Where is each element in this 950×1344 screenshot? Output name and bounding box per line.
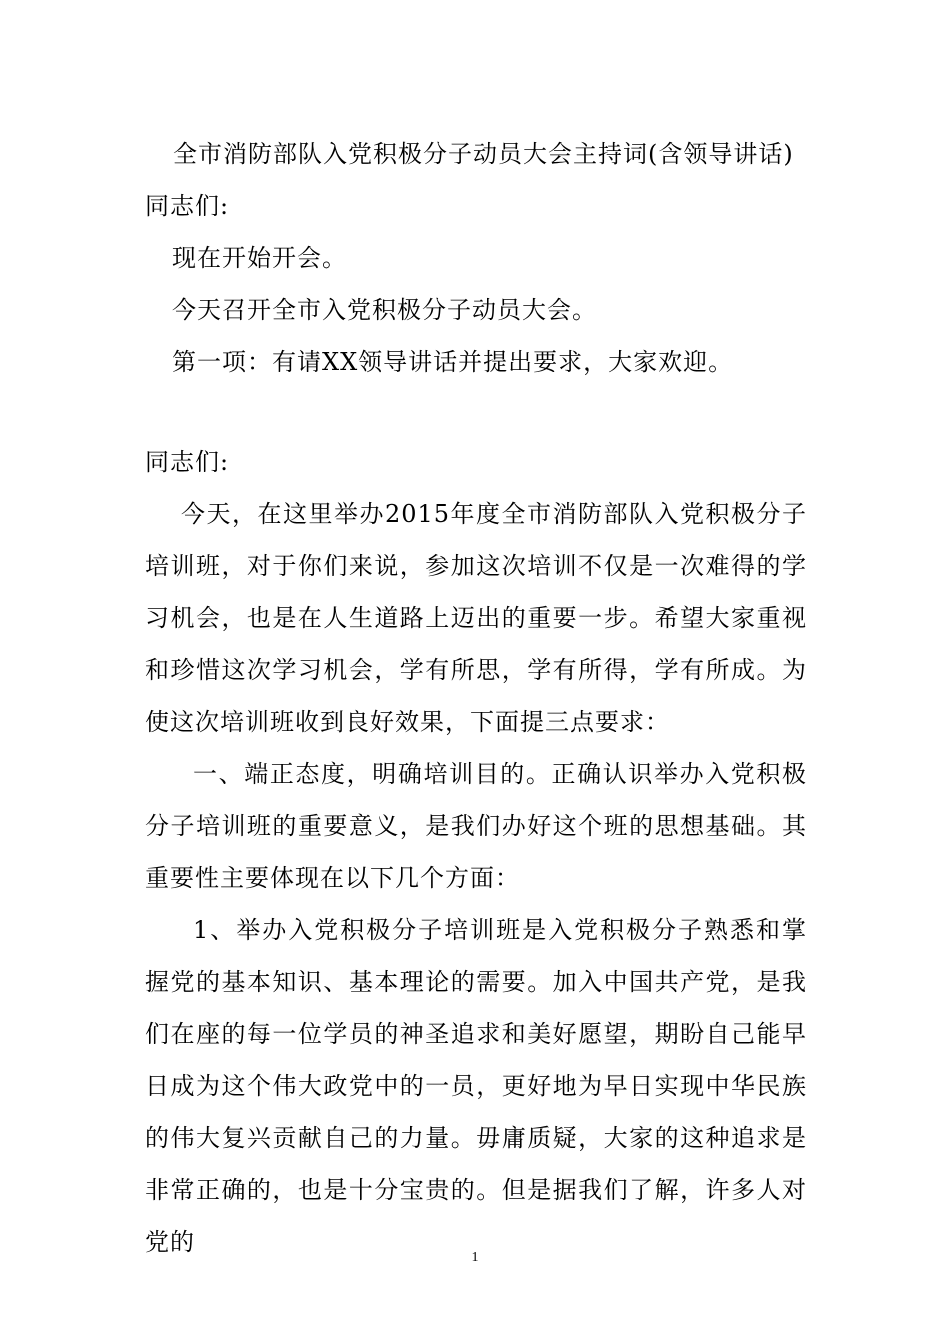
speech-point-one: 一、端正态度，明确培训目的。正确认识举办入党积极分子培训班的重要意义，是我们办好这个班的思想基础。其重要性主要体现在以下几个方面： bbox=[145, 760, 807, 892]
page-number: 1 bbox=[471, 1250, 479, 1265]
document-body bbox=[145, 128, 807, 1268]
speech-item-one: 1、举办入党积极分子培训班是入党积极分子熟悉和掌握党的基本知识、基本理论的需要。加入中国共产党，是我们在座的每一位学员的神圣追求和美好愿望，期盼自己能早日成为这个伟大政党中的一员，更好地为早日实现中华民族的伟大复兴贡献自己的力量。毋庸质疑，大家的这种追求是非常正确的，也是十分宝贵的。但是据我们了解，许多人对党的 bbox=[145, 916, 807, 1256]
host-paragraph: 第一项：有请XX领导讲话并提出要求，大家欢迎。 bbox=[172, 348, 734, 376]
host-greeting: 同志们: bbox=[145, 192, 230, 220]
host-paragraph: 现在开始开会。 bbox=[172, 244, 347, 272]
document-title: 全市消防部队入党积极分子动员大会主持词(含领导讲话) bbox=[173, 140, 794, 168]
host-paragraph: 今天召开全市入党积极分子动员大会。 bbox=[172, 296, 597, 324]
speech-greeting: 同志们: bbox=[145, 448, 230, 476]
speech-intro: 今天，在这里举办2015年度全市消防部队入党积极分子培训班，对于你们来说，参加这次培训不仅是一次难得的学习机会，也是在人生道路上迈出的重要一步。希望大家重视和珍惜这次学习机会，学有所思，学有所得，学有所成。为使这次培训班收到良好效果，下面提三点要求： bbox=[145, 500, 807, 736]
section-gap bbox=[145, 388, 807, 436]
